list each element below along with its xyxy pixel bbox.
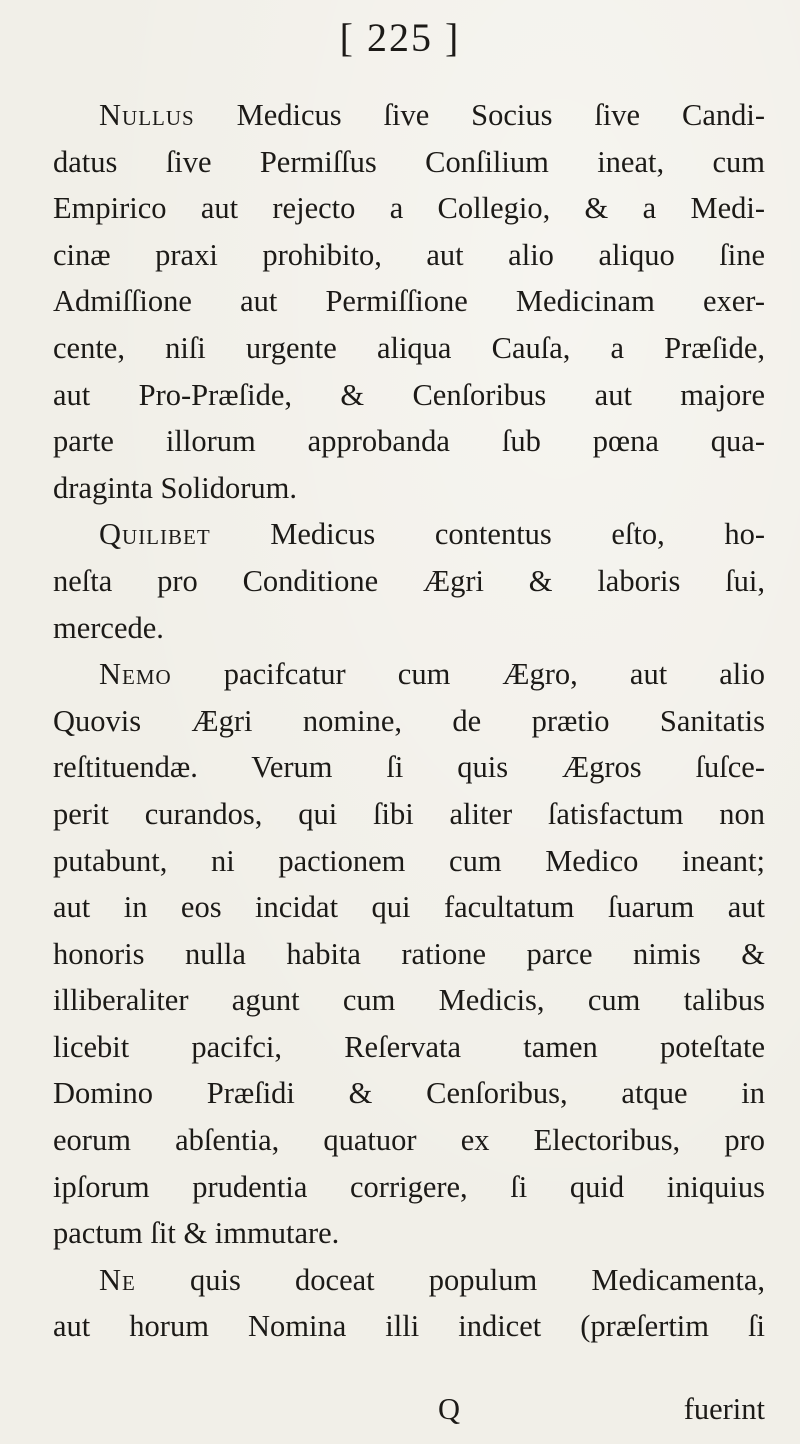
paragraph-lead-word: Quilibet	[99, 517, 211, 552]
body-text	[53, 92, 765, 1350]
text-line: cinæ praxi prohibito, aut alio aliquo ſine	[53, 237, 765, 272]
text-line: putabunt, ni pactionem cum Medico ineant;	[53, 843, 765, 878]
text-line: neſta pro Conditione Ægri & laboris ſui,	[53, 563, 765, 598]
text-line: Nemo pacifcatur cum Ægro, aut alio	[99, 657, 765, 692]
text-line: aut Pro-Præſide, & Cenſoribus aut majore	[53, 377, 765, 412]
paragraph-lead-word: Nemo	[99, 657, 172, 692]
text-line: aut horum Nomina illi indicet (præſertim ſi	[53, 1309, 765, 1344]
page-number: [ 225 ]	[339, 15, 461, 60]
text-line: pactum ſit & immutare.	[53, 1216, 340, 1251]
signature-mark: Q	[438, 1392, 461, 1426]
text-line: draginta Solidorum.	[53, 470, 297, 505]
text-line: eorum abſentia, quatuor ex Electoribus, pro	[53, 1123, 765, 1158]
paragraph-lead-word: Nullus	[99, 98, 195, 132]
text-line: datus ſive Permiſſus Conſilium ineat, cum	[53, 144, 765, 179]
page-footer	[53, 1392, 765, 1438]
text-line: Quovis Ægri nomine, de prætio Sanitatis	[53, 703, 765, 738]
text-line: licebit pacifci, Reſervata tamen poteſtate	[53, 1029, 765, 1064]
text-line: illiberaliter agunt cum Medicis, cum talibus	[53, 983, 765, 1018]
catchword: fuerint	[683, 1392, 765, 1426]
text-line: mercede.	[53, 610, 164, 645]
text-line: aut in eos incidat qui facultatum ſuarum aut	[53, 890, 765, 925]
text-line: Domino Præſidi & Cenſoribus, atque in	[53, 1076, 765, 1111]
text-line: Ne quis doceat populum Medicamenta,	[99, 1262, 765, 1297]
text-line: perit curandos, qui ſibi aliter ſatisfactum non	[53, 796, 765, 831]
text-line: Nullus Medicus ſive Socius ſive Candi-	[99, 98, 765, 132]
text-line: ipſorum prudentia corrigere, ſi quid iniquius	[53, 1169, 765, 1204]
text-line: reſtituendæ. Verum ſi quis Ægros ſuſce-	[53, 750, 765, 785]
text-line: honoris nulla habita ratione parce nimis &	[53, 936, 765, 971]
paragraph-lead-word: Ne	[99, 1262, 136, 1297]
text-line: parte illorum approbanda ſub pœna qua-	[53, 424, 765, 459]
text-line: Quilibet Medicus contentus eſto, ho-	[99, 517, 765, 552]
text-line: Admiſſione aut Permiſſione Medicinam exer-	[53, 284, 765, 319]
text-line: Empirico aut rejecto a Collegio, & a Medi-	[53, 191, 765, 226]
text-line: cente, niſi urgente aliqua Cauſa, a Præſide,	[53, 330, 765, 365]
